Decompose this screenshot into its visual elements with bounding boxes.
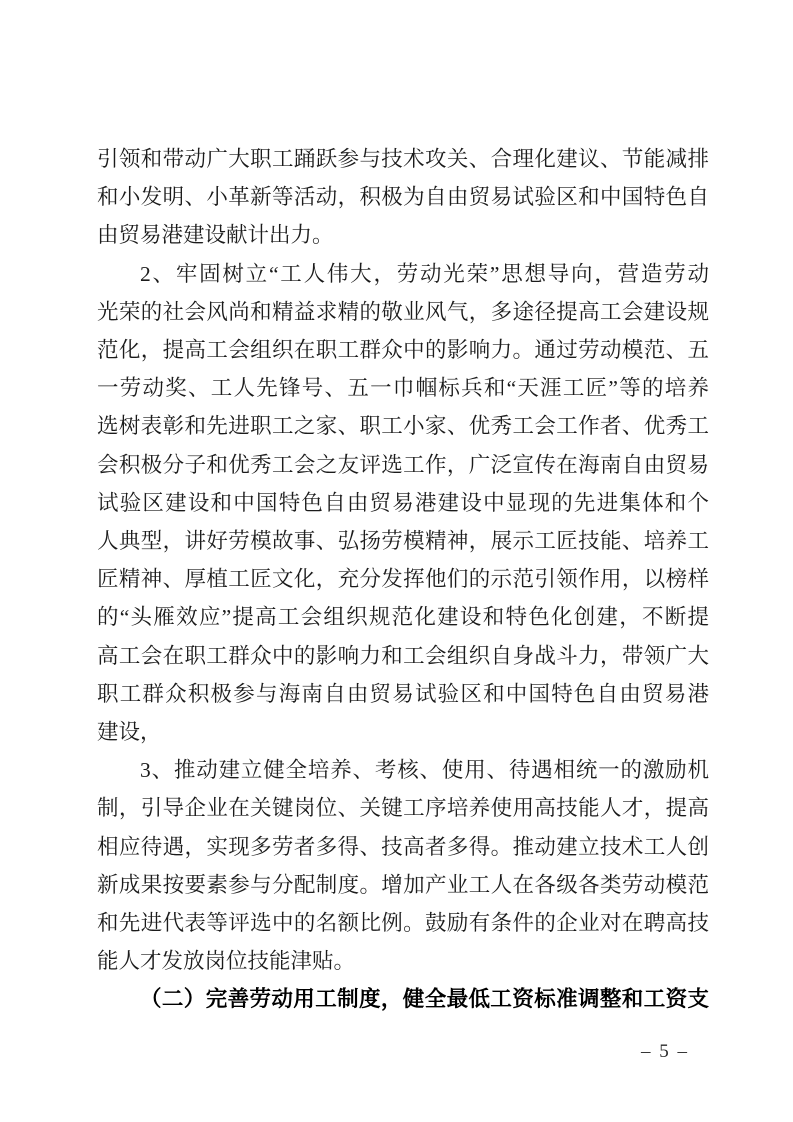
- text-line: 能人才发放岗位技能津贴。: [97, 949, 356, 974]
- text-line: 人典型，讲好劳模故事、弘扬劳模精神，展示工匠技能、培养工: [97, 529, 709, 554]
- text-line: 选树表彰和先进职工之家、职工小家、优秀工会工作者、优秀工: [97, 414, 709, 439]
- text-line: 由贸易港建设献计出力。: [97, 223, 334, 248]
- text-line: 职工群众积极参与海南自由贸易试验区和中国特色自由贸易港: [97, 681, 709, 706]
- text-line: 一劳动奖、工人先锋号、五一巾帼标兵和“天涯工匠”等的培养: [97, 376, 709, 401]
- text-line: 3、推动建立健全培养、考核、使用、待遇相统一的激励机: [140, 758, 709, 783]
- text-line: 和小发明、小革新等活动，积极为自由贸易试验区和中国特色自: [97, 185, 709, 210]
- text-line: 会积极分子和优秀工会之友评选工作，广泛宣传在海南自由贸易: [97, 452, 709, 477]
- text-line: 2、牢固树立“工人伟大，劳动光荣”思想导向，营造劳动: [140, 261, 709, 286]
- text-line: 引领和带动广大职工踊跃参与技术攻关、合理化建议、节能减排: [97, 147, 709, 171]
- text-line: 制，引导企业在关键岗位、关键工序培养使用高技能人才，提高: [97, 796, 709, 821]
- text-line: 匠精神、厚植工匠文化，充分发挥他们的示范引领作用，以榜样: [97, 567, 709, 592]
- text-line: 新成果按要素参与分配制度。增加产业工人在各级各类劳动模范: [97, 872, 709, 897]
- text-line: 建设，: [97, 720, 162, 745]
- text-line: 的“头雁效应”提高工会组织规范化建设和特色化创建，不断提: [97, 605, 709, 630]
- text-line: 范化，提高工会组织在职工群众中的影响力。通过劳动模范、五: [97, 338, 709, 363]
- text-line: 相应待遇，实现多劳者多得、技高者多得。推动建立技术工人创: [97, 834, 709, 859]
- text-line: 试验区建设和中国特色自由贸易港建设中显现的先进集体和个: [97, 490, 709, 515]
- text-line: 高工会在职工群众中的影响力和工会组织自身战斗力，带领广大: [97, 643, 709, 668]
- text-line: 光荣的社会风尚和精益求精的敬业风气，多途径提高工会建设规: [97, 299, 709, 324]
- text-line: 和先进代表等评选中的名额比例。鼓励有条件的企业对在聘高技: [97, 911, 709, 936]
- page-number: – 5 –: [641, 1041, 689, 1062]
- text-line: （二）完善劳动用工制度，健全最低工资标准调整和工资支: [140, 987, 709, 1012]
- document-body: [97, 140, 709, 1019]
